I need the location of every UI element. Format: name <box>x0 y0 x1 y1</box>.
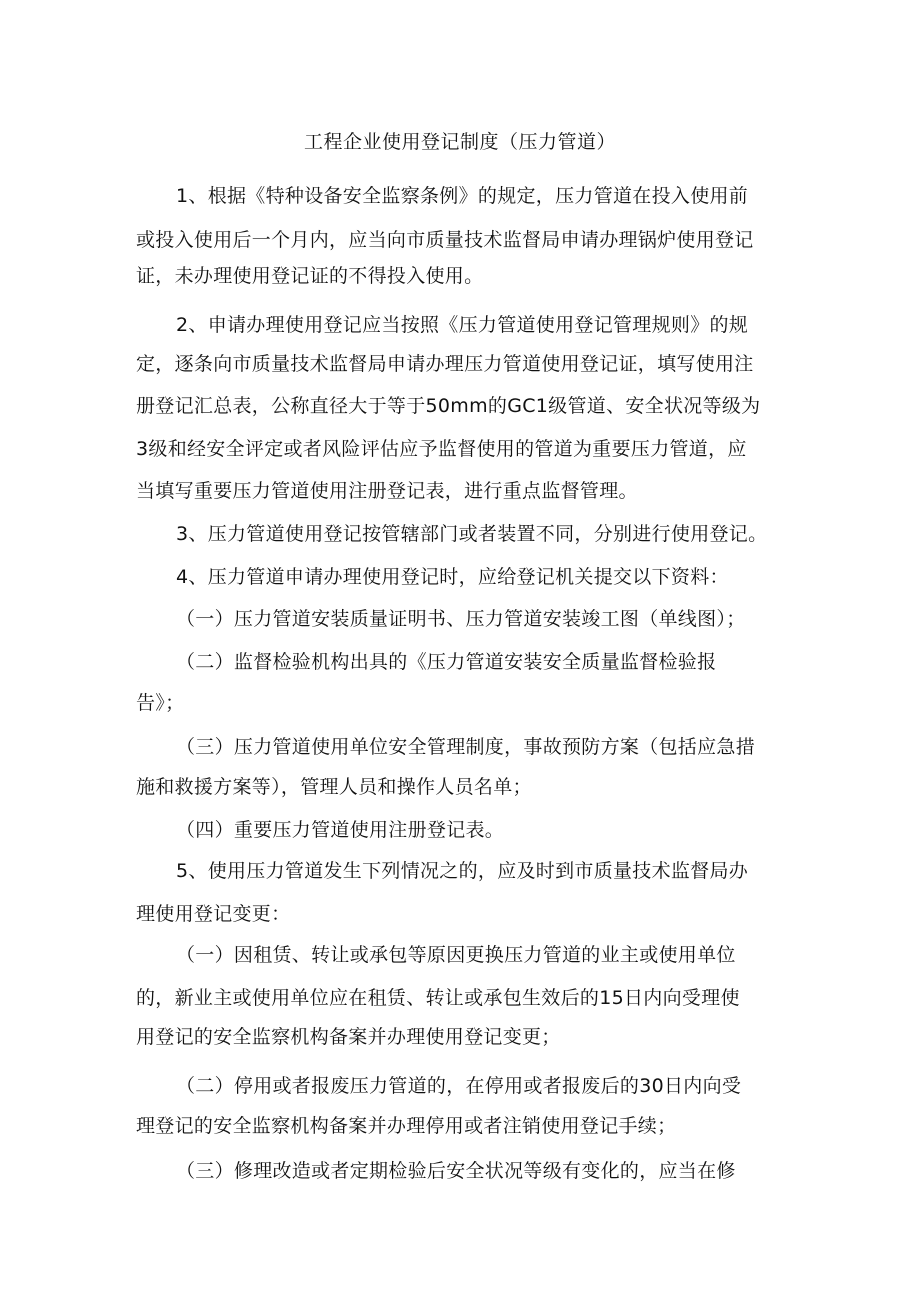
text-line: 3、压力管道使用登记按管辖部门或者装置不同，分别进行使用登记。 <box>176 523 768 545</box>
text-line: 当填写重要压力管道使用注册登记表，进行重点监督管理。 <box>136 480 638 502</box>
text-line: （一）压力管道安装质量证明书、压力管道安装竣工图（单线图）； <box>176 608 746 630</box>
text-line: （二）停用或者报废压力管道的，在停用或者报废后的30日内向受 <box>176 1075 742 1097</box>
text-line: 3级和经安全评定或者风险评估应予监督使用的管道为重要压力管道，应 <box>136 438 747 460</box>
text-line: 的，新业主或使用单位应在租赁、转让或承包生效后的15日内向受理使 <box>136 987 740 1009</box>
text-line: 定，逐条向市质量技术监督局申请办理压力管道使用登记证，填写使用注 <box>136 353 754 375</box>
text-line: （一）因租赁、转让或承包等原因更换压力管道的业主或使用单位 <box>176 944 736 966</box>
text-line: 证，未办理使用登记证的不得投入使用。 <box>136 265 484 287</box>
document-title: 工程企业使用登记制度（压力管道） <box>303 131 616 153</box>
text-line: 理登记的安全监察机构备案并办理停用或者注销使用登记手续； <box>136 1115 677 1137</box>
text-line: 理使用登记变更： <box>136 903 291 925</box>
text-line: （二）监督检验机构出具的《压力管道安装安全质量监督检验报 <box>176 651 717 673</box>
text-line: 4、压力管道申请办理使用登记时，应给登记机关提交以下资料： <box>176 566 729 588</box>
text-line: （三）修理改造或者定期检验后安全状况等级有变化的，应当在修 <box>176 1160 736 1182</box>
text-line: 册登记汇总表，公称直径大于等于50mm的GC1级管道、安全状况等级为 <box>136 395 761 417</box>
text-line: （三）压力管道使用单位安全管理制度，事故预防方案（包括应急措 <box>176 736 756 758</box>
text-line: 告》； <box>136 692 185 714</box>
text-line: 2、申请办理使用登记应当按照《压力管道使用登记管理规则》的规 <box>176 314 749 336</box>
text-line: （四）重要压力管道使用注册登记表。 <box>176 819 505 841</box>
text-line: 5、使用压力管道发生下列情况之的，应及时到市质量技术监督局办 <box>176 860 749 882</box>
text-line: 1、根据《特种设备安全监察条例》的规定，压力管道在投入使用前 <box>176 185 749 207</box>
text-line: 或投入使用后一个月内，应当向市质量技术监督局申请办理锅炉使用登记 <box>136 229 754 251</box>
text-line: 施和救援方案等），管理人员和操作人员名单； <box>136 776 532 798</box>
text-line: 用登记的安全监察机构备案并办理使用登记变更； <box>136 1026 561 1048</box>
